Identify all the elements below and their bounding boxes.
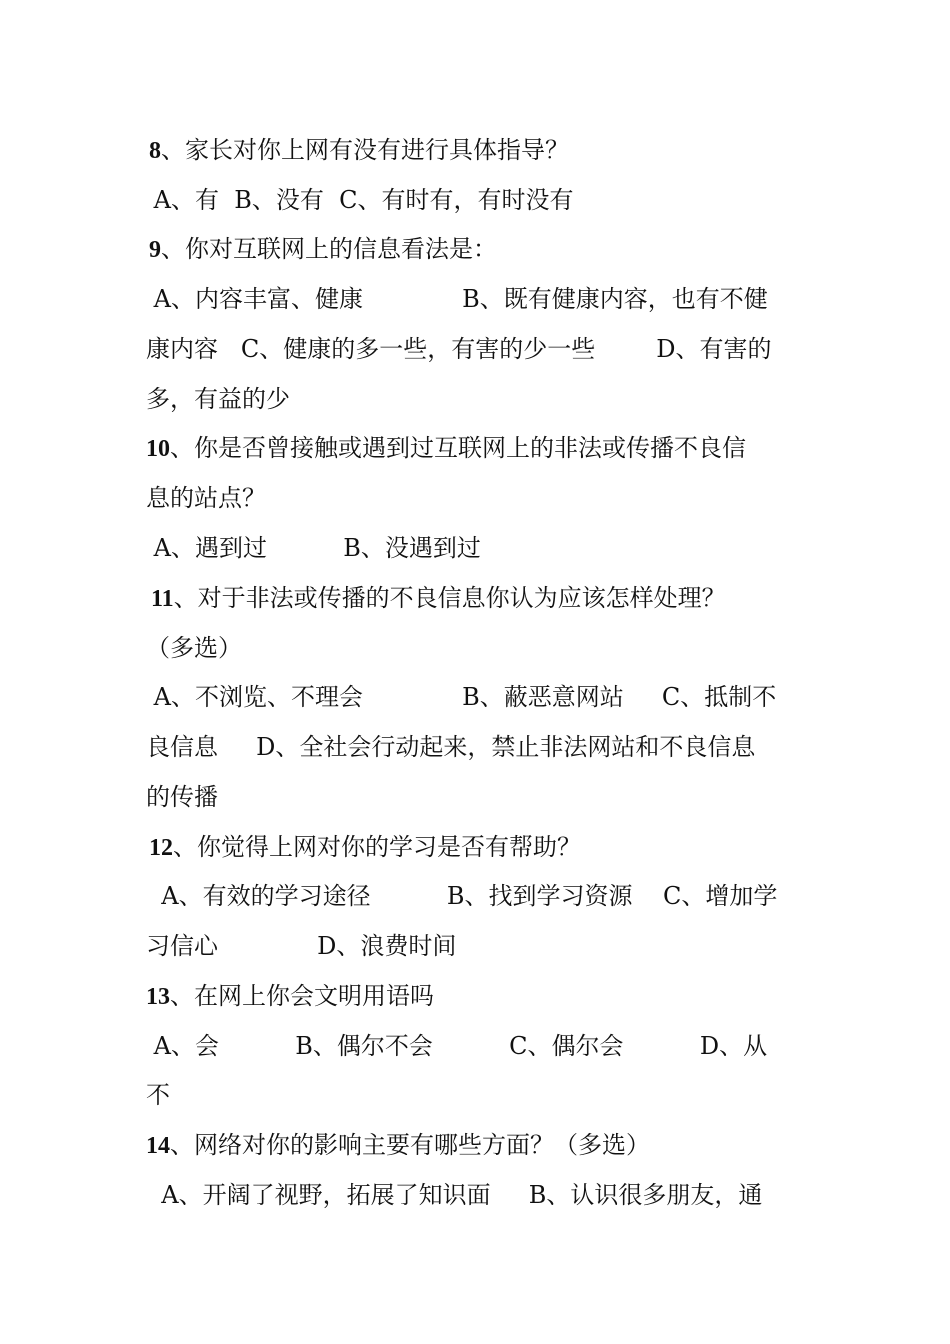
question-13 — [146, 976, 810, 1016]
options-text: A、开阔了视野，拓展了知识面 B、认识很多朋友，通 — [146, 1181, 763, 1209]
question-9 — [149, 229, 813, 269]
options-text: A、有效的学习途径 B、找到学习资源 C、增加学 — [146, 882, 778, 910]
question-number: 13 — [146, 984, 170, 1010]
options-line — [146, 1075, 810, 1115]
options-line — [146, 379, 810, 419]
question-number: 8 — [149, 138, 161, 164]
options-text: 良信息 D、全社会行动起来，禁止非法网站和不良信息 — [146, 733, 756, 761]
options-line — [146, 777, 810, 817]
question-text: （多选） — [146, 634, 242, 662]
options-line — [146, 727, 810, 767]
options-text: 多，有益的少 — [146, 385, 290, 413]
options-text: 康内容 C、健康的多一些，有害的少一些 D、有害的 — [146, 335, 772, 363]
options-text: A、不浏览、不理会 B、蔽恶意网站 C、抵制不 — [146, 683, 777, 711]
question-text: 、你对互联网上的信息看法是： — [161, 235, 497, 263]
options-line — [146, 926, 810, 966]
question-continuation — [146, 478, 810, 518]
question-12 — [149, 827, 813, 867]
options-line — [146, 1175, 810, 1215]
options-line — [146, 279, 810, 319]
question-number: 11 — [151, 586, 174, 612]
options-line — [146, 677, 810, 717]
options-line — [146, 1026, 810, 1066]
options-text: A、遇到过 B、没遇到过 — [146, 534, 481, 562]
question-text: 、家长对你上网有没有进行具体指导？ — [161, 136, 569, 164]
question-number: 12 — [149, 835, 173, 861]
question-14 — [146, 1125, 810, 1165]
options-text: A、会 B、偶尔不会 C、偶尔会 D、从 — [146, 1032, 768, 1060]
question-text: 、对于非法或传播的不良信息你认为应该怎样处理？ — [173, 584, 726, 612]
options-line — [146, 876, 810, 916]
options-line — [146, 180, 810, 220]
question-text: 息的站点？ — [146, 484, 266, 512]
question-number: 10 — [146, 436, 170, 462]
options-text: 习信心 D、浪费时间 — [146, 932, 457, 960]
question-number: 14 — [146, 1133, 170, 1159]
options-line — [146, 528, 810, 568]
question-continuation — [146, 628, 810, 668]
question-text: 、在网上你会文明用语吗 — [170, 982, 434, 1010]
question-text: 、你觉得上网对你的学习是否有帮助？ — [173, 833, 581, 861]
options-text: 不 — [146, 1081, 170, 1109]
question-11 — [151, 578, 815, 618]
options-text: A、有 B、没有 C、有时有，有时没有 — [146, 186, 574, 214]
options-text: A、内容丰富、健康 B、既有健康内容，也有不健 — [146, 285, 768, 313]
question-10 — [146, 428, 810, 468]
options-text: 的传播 — [146, 783, 218, 811]
question-text: 、网络对你的影响主要有哪些方面？（多选） — [170, 1131, 650, 1159]
question-number: 9 — [149, 237, 161, 263]
question-8 — [149, 130, 813, 170]
options-line — [146, 329, 810, 369]
question-text: 、你是否曾接触或遇到过互联网上的非法或传播不良信 — [170, 434, 746, 462]
